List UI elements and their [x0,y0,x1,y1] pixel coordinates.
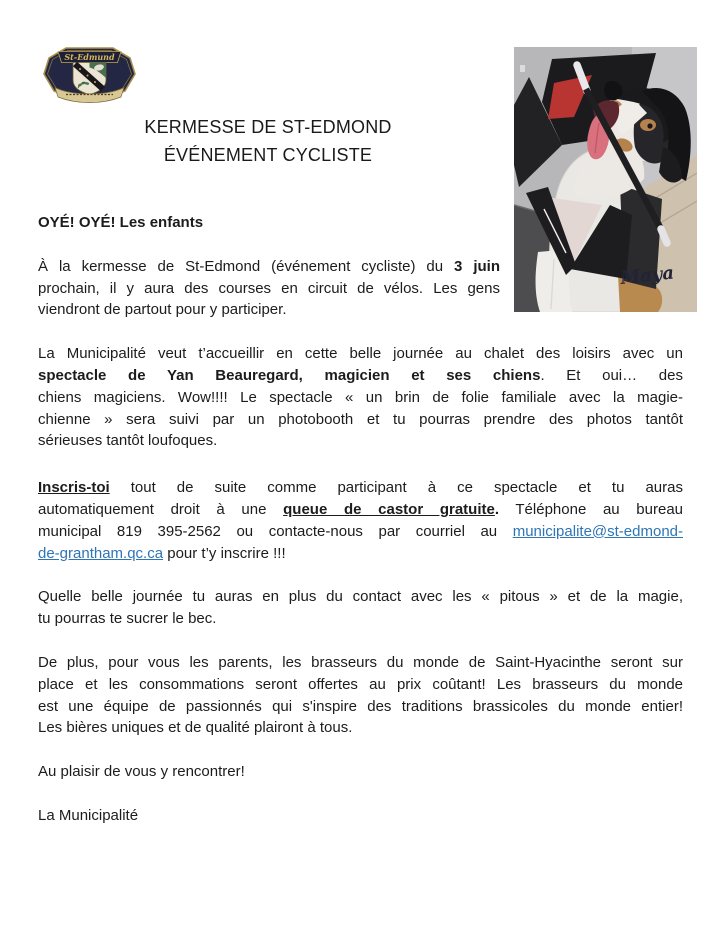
text-line [38,499,683,521]
text-run: municipal 819 395-2562 ou contacte-nous par courriel au [38,522,513,540]
page-title-line2: ÉVÉNEMENT CYCLISTE [163,145,373,165]
text-run: Les bières uniques et de qualité plairont à tous. [38,719,353,737]
text-line [38,387,683,409]
page-title [38,113,498,169]
text-line [38,521,683,543]
text-run: Inscris-toi [38,479,110,497]
text-run: place et les consommations seront offertes au prix coûtant! Les brasseurs du monde [38,675,683,693]
text-line [38,674,683,696]
crest-banner-text: St-Edmund [64,51,115,62]
crest-icon [42,45,137,103]
text-line [38,365,683,387]
page-title-line1: KERMESSE DE ST-EDMOND [144,117,392,137]
paragraph-intro [38,256,500,321]
text-line [38,543,683,565]
text-line [38,299,500,321]
text-line [38,717,683,739]
email-link[interactable]: de-grantham.qc.ca [38,544,164,562]
text-run: prochain, il y aura des courses en circuit de vélos. Les gens [38,279,500,297]
email-link[interactable]: municipalite@st-edmond- [512,522,683,540]
text-run: tu pourras te sucrer le bec. [38,610,217,628]
text-run: chienne » sera suivi par un photobooth et tu pourras prendre des photos tantôt [38,410,683,428]
text-run: pour t’y inscrire !!! [163,544,286,562]
text-run: Quelle belle journée tu auras en plus du contact avec les « pitous » et de la magie, [38,588,683,606]
text-line [38,343,683,365]
photo-caption-maya: Maya [619,262,675,289]
text-line [38,608,683,630]
text-run: La Municipalité [38,806,139,824]
paragraph-signup [38,477,683,564]
text-run: spectacle de Yan Beauregard, magicien et ses chiens [38,366,541,384]
greeting-heading: OYÉ! OYÉ! Les enfants [38,214,204,231]
paragraph-show [38,343,683,452]
text-run: . Et oui… des [540,366,683,384]
text-run: . [494,500,499,518]
text-line [38,409,683,431]
st-edmond-crest-logo [42,45,137,103]
paragraph-parents [38,652,683,739]
text-line [38,761,683,783]
text-run: 3 juin [454,257,500,275]
text-run: viendront de partout pour y participer. [38,301,287,319]
paragraph-signature [38,805,683,827]
text-line [38,256,500,278]
text-run: sérieuses tantôt loufoques. [38,432,218,450]
text-run: est une équipe de passionnés qui s'inspire des traditions brassicoles du monde entier! [38,697,683,715]
text-line [38,652,683,674]
text-line [38,477,683,499]
text-line [38,586,683,608]
text-run: Téléphone au bureau [499,500,684,518]
paragraph-closing [38,761,683,783]
text-line [38,696,683,718]
text-run: chiens magiciens. Wow!!!! Le spectacle « un brin de folie familiale avec la magie- [38,388,683,406]
document-content [0,113,720,827]
text-run: automatiquement droit à une [38,500,284,518]
text-run: La Municipalité veut t’accueillir en cette belle journée au chalet des loisirs avec un [38,345,683,363]
text-run: Au plaisir de vous y rencontrer! [38,763,245,781]
paragraph-treats [38,586,683,630]
body-paragraphs [38,256,683,827]
text-run: De plus, pour vous les parents, les brasseurs du monde de Saint-Hyacinthe seront sur [38,653,683,671]
text-run: À la kermesse de St-Edmond (événement cycliste) du [38,257,455,275]
text-line [38,430,683,452]
text-line [38,278,500,300]
text-run: tout de suite comme participant à ce spectacle et tu auras [109,479,683,497]
text-line [38,805,683,827]
text-run: queue de castor gratuite [283,500,495,518]
